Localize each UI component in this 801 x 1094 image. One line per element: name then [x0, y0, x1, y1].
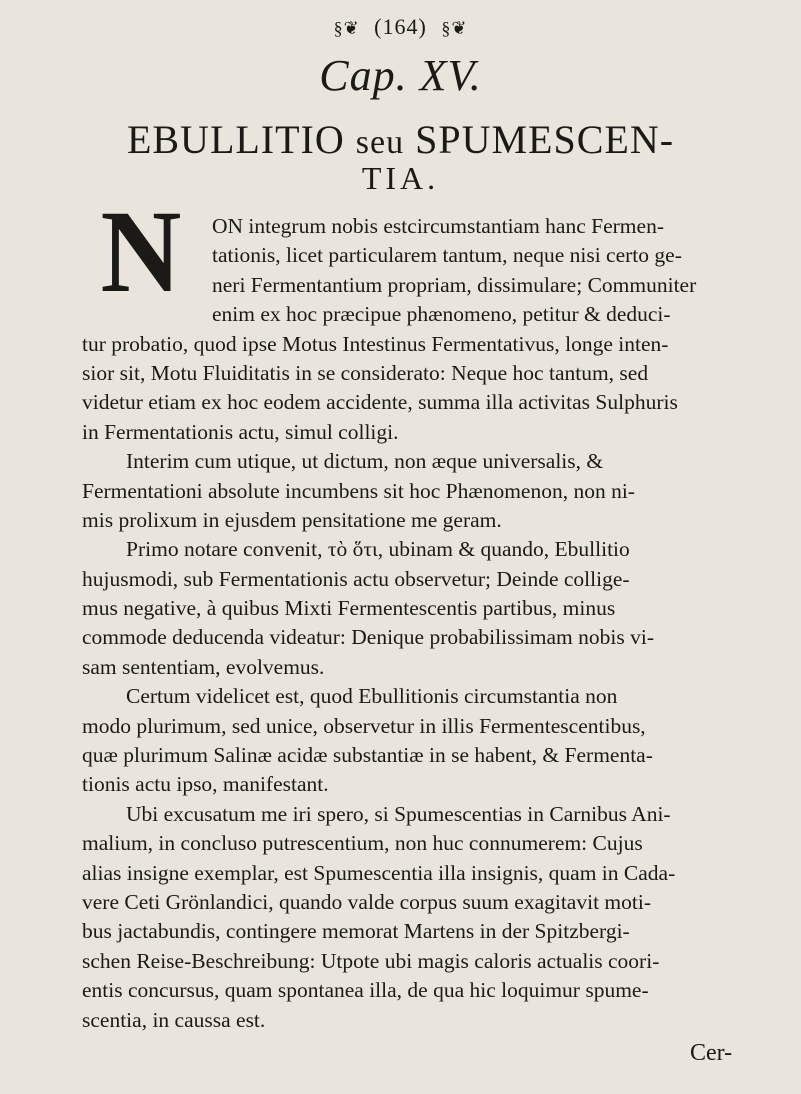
text-line: commode deducenda videatur: Denique probabilissimam nobis vi-: [82, 625, 654, 650]
body-text: [82, 212, 718, 1035]
header-ornament-right: §❦: [441, 18, 468, 38]
text-line: tionis actu ipso, manifestant.: [82, 772, 329, 797]
text-line: neri Fermentantium propriam, dissimulare; Communiter: [212, 272, 697, 297]
text-line: tur probatio, quod ipse Motus Intestinus Fermentativus, longe inten-: [82, 331, 669, 356]
header-ornament-left: §❦: [333, 18, 360, 38]
text-line: enim ex hoc præcipue phænomeno, petitur & deduci-: [212, 302, 671, 327]
text-line: sam sententiam, evolvemus.: [82, 654, 325, 679]
chapter-title-line1: [0, 117, 801, 163]
text-line: Certum videlicet est, quod Ebullitionis circumstantia non: [126, 684, 618, 709]
chapter-number: Cap. XV.: [319, 51, 482, 100]
text-line: modo plurimum, sed unice, observetur in illis Fermentescentibus,: [82, 713, 646, 738]
chapter-title-word1: EBULLITIO: [126, 117, 345, 162]
text-line: mis prolixum in ejusdem pensitatione me geram.: [82, 507, 502, 532]
text-line: Ubi excusatum me iri spero, si Spumescentias in Carnibus Ani-: [126, 801, 671, 826]
text-line: malium, in concluso putrescentium, non huc connumerem: Cujus: [82, 831, 643, 856]
text-line: in Fermentationis actu, simul colligi.: [82, 419, 399, 444]
page-header: [0, 14, 801, 40]
text-line: mus negative, à quibus Mixti Fermentescentis partibus, minus: [82, 596, 616, 621]
text-line: hujusmodi, sub Fermentationis actu observetur; Deinde collige-: [82, 566, 630, 591]
chapter-title-word2: SPUMESCEN-: [415, 117, 675, 162]
text-line: schen Reise-Beschreibung: Utpote ubi magis caloris actualis coori-: [82, 948, 660, 973]
text-line: Interim cum utique, ut dictum, non æque universalis, &: [126, 449, 604, 474]
chapter-title-seu: seu: [355, 124, 405, 161]
text-line: scentia, in caussa est.: [82, 1007, 266, 1032]
text-line: Primo notare convenit, τὸ ὅτι, ubinam & quando, Ebullitio: [126, 537, 630, 562]
text-line: sior sit, Motu Fluiditatis in se considerato: Neque hoc tantum, sed: [82, 360, 649, 385]
text-line: bus jactabundis, contingere memorat Martens in der Spitzbergi-: [82, 919, 630, 944]
text-line: ON integrum nobis estcircumstantiam hanc Fermen-: [212, 214, 664, 238]
text-line: alias insigne exemplar, est Spumescentia illa insignis, quam in Cada-: [82, 860, 676, 885]
page-number: (164): [374, 14, 427, 39]
text-line: vere Ceti Grönlandici, quando valde corpus suum exagitavit moti-: [82, 889, 652, 914]
chapter-title-line2: TIA.: [361, 160, 440, 196]
text-line: tationis, licet particularem tantum, neque nisi certo ge-: [212, 243, 682, 268]
text-line: quæ plurimum Salinæ acidæ substantiæ in se habent, & Fermenta-: [82, 743, 653, 768]
text-line: videtur etiam ex hoc eodem accidente, summa illa activitas Sulphuris: [82, 390, 678, 415]
text-line: entis concursus, quam spontanea illa, de qua hic loquimur spume-: [82, 978, 649, 1003]
drop-cap-initial: N: [100, 187, 182, 318]
catchword: Cer-: [690, 1040, 733, 1066]
text-line: Fermentationi absolute incumbens sit hoc Phænomenon, non ni-: [82, 478, 635, 503]
